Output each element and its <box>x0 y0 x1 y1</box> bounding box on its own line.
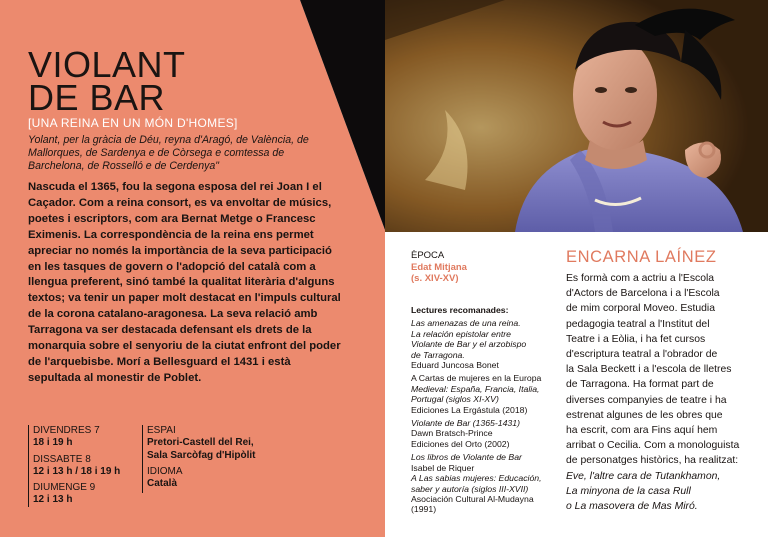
bio-line: d'escriptura teatral a l'obrador de <box>566 349 718 361</box>
title-line-2: DE BAR <box>28 77 166 118</box>
schedule-times: 18 i 19 h <box>33 437 73 449</box>
bio-line: Eve, l'altre cara de Tutankhamon, <box>566 470 721 482</box>
actor-bio <box>566 271 766 514</box>
reading-line: de Tarragona. <box>411 349 465 360</box>
reading-item <box>411 318 546 373</box>
epoca-label: ÈPOCA <box>411 250 445 261</box>
idioma-value: Català <box>147 478 178 490</box>
reading-line: Portugal (siglos XI-XV) <box>411 394 499 405</box>
bio-line: de mim corporal Moveo. Estudia <box>566 303 715 315</box>
reading-line: Las amenazas de una reina. <box>411 318 521 329</box>
epoca-value-line-1: Edat Mitjana <box>411 261 467 273</box>
reading-line: (1991) <box>411 504 437 515</box>
schedule-times: 12 i 13 h / 18 i 19 h <box>33 465 121 477</box>
readings-list <box>411 318 546 517</box>
reading-line: Ediciones La Ergástula (2018) <box>411 404 528 415</box>
schedule-times: 12 i 13 h <box>33 494 73 506</box>
schedule-day: DIUMENGE 9 <box>33 482 96 494</box>
epoca-value-line-2: (s. XIV-XV) <box>411 273 459 284</box>
venue-info <box>142 425 292 494</box>
reading-line: A Cartas de mujeres en la Europa <box>411 373 542 384</box>
actor-name: ENCARNA LAÍNEZ <box>566 248 717 266</box>
bio-line: arribat o Cecilia. Com a monologuista <box>566 440 740 452</box>
event-title <box>28 44 186 118</box>
reading-line: Violante de Bar y el arzobispo <box>411 339 527 350</box>
title-line-1: VIOLANT <box>28 44 186 85</box>
reading-item <box>411 452 546 517</box>
schedule-divider <box>28 425 29 507</box>
bio-line: Teatre i a Eòlia, i ha fet cursos <box>566 333 706 345</box>
event-subtitle: [UNA REINA EN UN MÓN D'HOMES] <box>28 116 238 130</box>
epoca-block <box>411 250 541 285</box>
schedule-dates <box>28 425 128 511</box>
readings-heading: Lectures recomanades: <box>411 305 509 315</box>
bio-line: de personatges històrics, ha realitzat: <box>566 455 739 467</box>
reading-line: Violante de Bar (1365-1431) <box>411 418 520 429</box>
reading-spacer <box>411 515 546 518</box>
description-paragraph: Nascuda el 1365, fou la segona esposa del rei Joan I el Caçador. Com a reina consort, es va envoltar de músics, poetes i escriptors, com ara Bernat Metge o Francesc Eximenis. La correspondència de la reina ens permet apreciar no només la importància de la seva participació en les tasques de govern o l'adopció del català com a llengua preferent, sinó també la qualitat literària d'alguns textos; va tenir un paper molt destacat en l'impuls cultural de la corona catalano-aragonesa. La seva relació amb Tarragona va ser destacada defensant els drets de la monarquia sobre el senyoriu de la ciutat enfront del poder de l'arquebisbe. Morí a Bellesguard el 1431 i està sepultada al monestir de Poblet. <box>28 181 341 384</box>
bio-line: La minyona de la casa Rull <box>566 485 691 497</box>
reading-line: saber y autoría (siglos III-XVII) <box>411 483 529 494</box>
reading-line: Asociación Cultural Al-Mudayna <box>411 493 534 504</box>
bio-line: de Tarragona. Ha format part de <box>566 379 714 391</box>
bio-line: Es formà com a actriu a l'Escola <box>566 273 715 284</box>
bio-line: pedagogia teatral a l'Institut del <box>566 318 710 330</box>
intro-quote: Yolant, per la gràcia de Déu, reyna d'Aragó, de València, de Mallorques, de Sardenya e de Còrsega e comtessa de Barchelona, de Rosselló e de Cerdenya" <box>28 134 309 172</box>
reading-line: Dawn Bratsch-Prince <box>411 428 493 439</box>
reading-line: Medieval: España, Francia, Italia, <box>411 383 540 394</box>
actress-photo <box>385 0 768 232</box>
bio-line: estrenat algunes de les obres que <box>566 409 723 421</box>
venue-divider <box>142 425 143 493</box>
reading-item <box>411 373 546 418</box>
espai-label: ESPAI <box>147 425 176 436</box>
reading-line: Los libros de Violante de Bar <box>411 452 522 463</box>
recommended-readings <box>411 305 546 518</box>
reading-line: Isabel de Riquer <box>411 462 475 473</box>
reading-line: A Las sabias mujeres: Educación, <box>411 473 542 484</box>
bio-line: la Sala Beckett i a l'escola de lletres <box>566 364 732 376</box>
reading-line: Eduard Juncosa Bonet <box>411 360 499 371</box>
bio-line: d'Actors de Barcelona i a l'Escola <box>566 288 720 300</box>
schedule-day: DIVENDRES 7 <box>33 425 100 436</box>
schedule-day: DISSABTE 8 <box>33 453 91 465</box>
idioma-label: IDIOMA <box>147 465 183 477</box>
actress-portrait-image <box>385 0 768 232</box>
reading-item <box>411 418 546 452</box>
bio-line: o La masovera de Mas Miró. <box>566 501 698 513</box>
bio-line: ha escrit, com ara Fins aquí hem <box>566 425 718 437</box>
espai-value-line-2: Sala Sarcòfag d'Hipòlit <box>147 449 256 461</box>
espai-value-line-1: Pretori-Castell del Rei, <box>147 437 254 449</box>
reading-line: La relación epistolar entre <box>411 328 511 339</box>
reading-line: Ediciones del Orto (2002) <box>411 438 510 449</box>
bio-line: diverses companyies de teatre i ha <box>566 394 727 406</box>
